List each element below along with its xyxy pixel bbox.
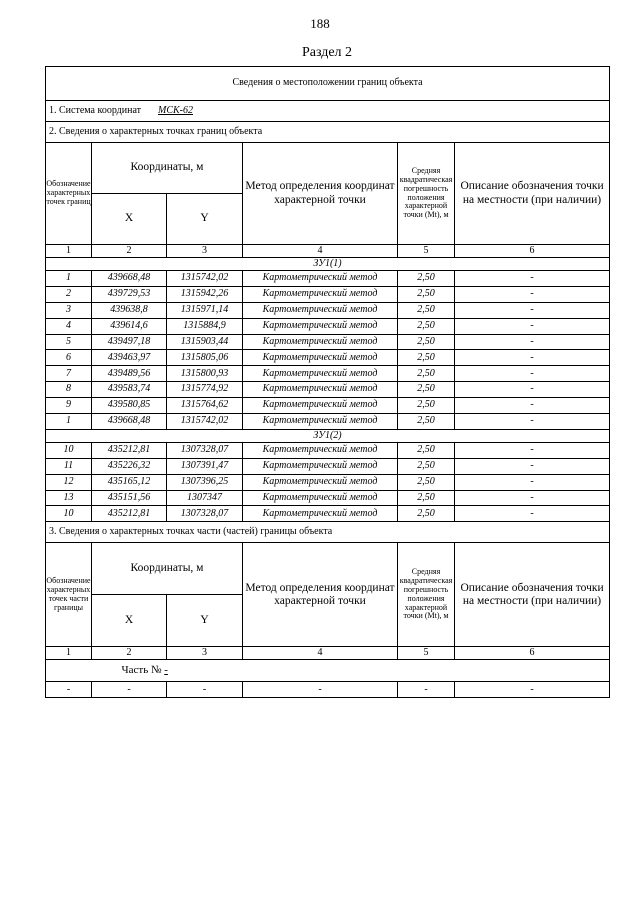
y-value: 1315971,14: [167, 302, 243, 318]
table-row: [46, 414, 610, 430]
empty-cell: -: [46, 682, 92, 698]
x-value: 439668,48: [92, 271, 167, 287]
method-value: Картометрический метод: [243, 302, 398, 318]
y-value: 1307391,47: [167, 458, 243, 474]
method-value: Картометрический метод: [243, 474, 398, 490]
desc-value: -: [455, 442, 610, 458]
method-value: Картометрический метод: [243, 350, 398, 366]
part-empty-row: [46, 682, 610, 698]
point-id: 12: [46, 474, 92, 490]
method-value: Картометрический метод: [243, 382, 398, 398]
method-value: Картометрический метод: [243, 366, 398, 382]
x-value: 439463,97: [92, 350, 167, 366]
header-coords: Координаты, м: [92, 143, 243, 194]
error-value: 2,50: [398, 271, 455, 287]
group-name: ЗУ1(1): [46, 258, 610, 271]
col-number: 3: [167, 647, 243, 660]
desc-value: -: [455, 382, 610, 398]
error-value: 2,50: [398, 286, 455, 302]
error-value: 2,50: [398, 366, 455, 382]
table-row: [46, 474, 610, 490]
boundary-table: [45, 66, 610, 698]
point-id: 10: [46, 442, 92, 458]
method-value: Картометрический метод: [243, 334, 398, 350]
desc-value: -: [455, 318, 610, 334]
method-value: Картометрический метод: [243, 398, 398, 414]
y-value: 1307396,25: [167, 474, 243, 490]
section3-header-row: [46, 543, 610, 595]
col-number: 4: [243, 647, 398, 660]
desc-value: -: [455, 271, 610, 287]
col-number: 4: [243, 245, 398, 258]
point-id: 11: [46, 458, 92, 474]
error-value: 2,50: [398, 350, 455, 366]
error-value: 2,50: [398, 318, 455, 334]
y-value: 1315742,02: [167, 414, 243, 430]
empty-cell: -: [167, 682, 243, 698]
x-value: 435212,81: [92, 442, 167, 458]
header-coords: Координаты, м: [92, 543, 243, 595]
coord-system-row: [46, 101, 610, 122]
desc-value: -: [455, 286, 610, 302]
col-number: 1: [46, 647, 92, 660]
section2-title-row: [46, 122, 610, 143]
error-value: 2,50: [398, 414, 455, 430]
desc-value: -: [455, 398, 610, 414]
point-id: 13: [46, 490, 92, 506]
header-y: Y: [167, 595, 243, 647]
header-desc: Описание обозначения точки на местности (при наличии): [455, 543, 610, 647]
desc-value: -: [455, 366, 610, 382]
section3-title: 3. Сведения о характерных точках части (частей) границы объекта: [46, 522, 610, 543]
y-value: 1315942,26: [167, 286, 243, 302]
table-row: [46, 398, 610, 414]
y-value: 1307347: [167, 490, 243, 506]
table-row: [46, 490, 610, 506]
table-row: [46, 350, 610, 366]
coord-system-label: 1. Система координат: [49, 104, 142, 116]
error-value: 2,50: [398, 382, 455, 398]
page-number: 188: [310, 16, 330, 31]
table-row: [46, 271, 610, 287]
header-desc: Описание обозначения точки на местности (при наличии): [455, 143, 610, 245]
header-y: Y: [167, 194, 243, 245]
error-value: 2,50: [398, 334, 455, 350]
point-id: 8: [46, 382, 92, 398]
error-value: 2,50: [398, 458, 455, 474]
col-number: 2: [92, 245, 167, 258]
method-value: Картометрический метод: [243, 286, 398, 302]
x-value: 435226,32: [92, 458, 167, 474]
y-value: 1307328,07: [167, 442, 243, 458]
part-label: [92, 660, 610, 682]
desc-value: -: [455, 490, 610, 506]
table-row: [46, 318, 610, 334]
method-value: Картометрический метод: [243, 458, 398, 474]
header-point: Обозначение характерных точек границ: [46, 143, 92, 245]
section3-title-row: [46, 522, 610, 543]
y-value: 1315884,9: [167, 318, 243, 334]
coord-system: [46, 101, 610, 122]
x-value: 435151,56: [92, 490, 167, 506]
desc-value: -: [455, 334, 610, 350]
point-id: 5: [46, 334, 92, 350]
table-row: [46, 334, 610, 350]
col-number: 6: [455, 245, 610, 258]
section-title: Раздел 2: [301, 45, 353, 60]
header-error: Средняя квадратическая погрешность положения характерной точки (Mt), м: [398, 143, 455, 245]
method-value: Картометрический метод: [243, 442, 398, 458]
point-id: 1: [46, 414, 92, 430]
x-value: 435165,12: [92, 474, 167, 490]
desc-value: -: [455, 302, 610, 318]
col-number: 6: [455, 647, 610, 660]
x-value: 439729,53: [92, 286, 167, 302]
part-row: [46, 660, 610, 682]
empty-cell: -: [92, 682, 167, 698]
point-id: 7: [46, 366, 92, 382]
empty-cell: -: [455, 682, 610, 698]
col-number: 2: [92, 647, 167, 660]
group-row: [46, 429, 610, 442]
coord-system-value: МСК-62: [158, 104, 194, 116]
section2-header-row: [46, 143, 610, 194]
header-x: X: [92, 595, 167, 647]
part-spacer: [46, 660, 92, 682]
table-row: [46, 366, 610, 382]
error-value: 2,50: [398, 506, 455, 522]
x-value: 439580,85: [92, 398, 167, 414]
col-number: 3: [167, 245, 243, 258]
col-number: 1: [46, 245, 92, 258]
y-value: 1315774,92: [167, 382, 243, 398]
header-method: Метод определения координат характерной точки: [243, 143, 398, 245]
table-title: Сведения о местоположении границ объекта: [46, 67, 610, 101]
point-id: 6: [46, 350, 92, 366]
x-value: 439497,18: [92, 334, 167, 350]
method-value: Картометрический метод: [243, 318, 398, 334]
header-error: Средняя квадратическая погрешность положения характерной точки (Mt), м: [398, 543, 455, 647]
desc-value: -: [455, 458, 610, 474]
y-value: 1315800,93: [167, 366, 243, 382]
header-point: Обозначение характерных точек части границы: [46, 543, 92, 647]
table-row: [46, 382, 610, 398]
point-id: 9: [46, 398, 92, 414]
point-id: 10: [46, 506, 92, 522]
table-row: [46, 442, 610, 458]
table-title-row: [46, 67, 610, 101]
header-x: X: [92, 194, 167, 245]
x-value: 439583,74: [92, 382, 167, 398]
table-row: [46, 286, 610, 302]
group-row: [46, 258, 610, 271]
part-label-text: Часть №: [121, 664, 162, 677]
desc-value: -: [455, 414, 610, 430]
y-value: 1315903,44: [167, 334, 243, 350]
method-value: Картометрический метод: [243, 271, 398, 287]
boundary-table-body: [46, 67, 610, 698]
col-number: 5: [398, 245, 455, 258]
x-value: 435212,81: [92, 506, 167, 522]
error-value: 2,50: [398, 474, 455, 490]
empty-cell: -: [243, 682, 398, 698]
error-value: 2,50: [398, 490, 455, 506]
y-value: 1307328,07: [167, 506, 243, 522]
error-value: 2,50: [398, 398, 455, 414]
table-row: [46, 458, 610, 474]
desc-value: -: [455, 350, 610, 366]
point-id: 4: [46, 318, 92, 334]
desc-value: -: [455, 474, 610, 490]
empty-cell: -: [398, 682, 455, 698]
y-value: 1315742,02: [167, 271, 243, 287]
table-row: [46, 302, 610, 318]
method-value: Картометрический метод: [243, 506, 398, 522]
x-value: 439489,56: [92, 366, 167, 382]
desc-value: -: [455, 506, 610, 522]
x-value: 439614,6: [92, 318, 167, 334]
method-value: Картометрический метод: [243, 490, 398, 506]
x-value: 439668,48: [92, 414, 167, 430]
header-method: Метод определения координат характерной точки: [243, 543, 398, 647]
group-name: ЗУ1(2): [46, 429, 610, 442]
section2-title: 2. Сведения о характерных точках границ объекта: [46, 122, 610, 143]
point-id: 1: [46, 271, 92, 287]
method-value: Картометрический метод: [243, 414, 398, 430]
x-value: 439638,8: [92, 302, 167, 318]
point-id: 2: [46, 286, 92, 302]
part-number: -: [164, 664, 168, 677]
y-value: 1315805,06: [167, 350, 243, 366]
error-value: 2,50: [398, 442, 455, 458]
table-row: [46, 506, 610, 522]
section3-col-numbers: [46, 647, 610, 660]
y-value: 1315764,62: [167, 398, 243, 414]
section2-col-numbers: [46, 245, 610, 258]
col-number: 5: [398, 647, 455, 660]
point-id: 3: [46, 302, 92, 318]
error-value: 2,50: [398, 302, 455, 318]
